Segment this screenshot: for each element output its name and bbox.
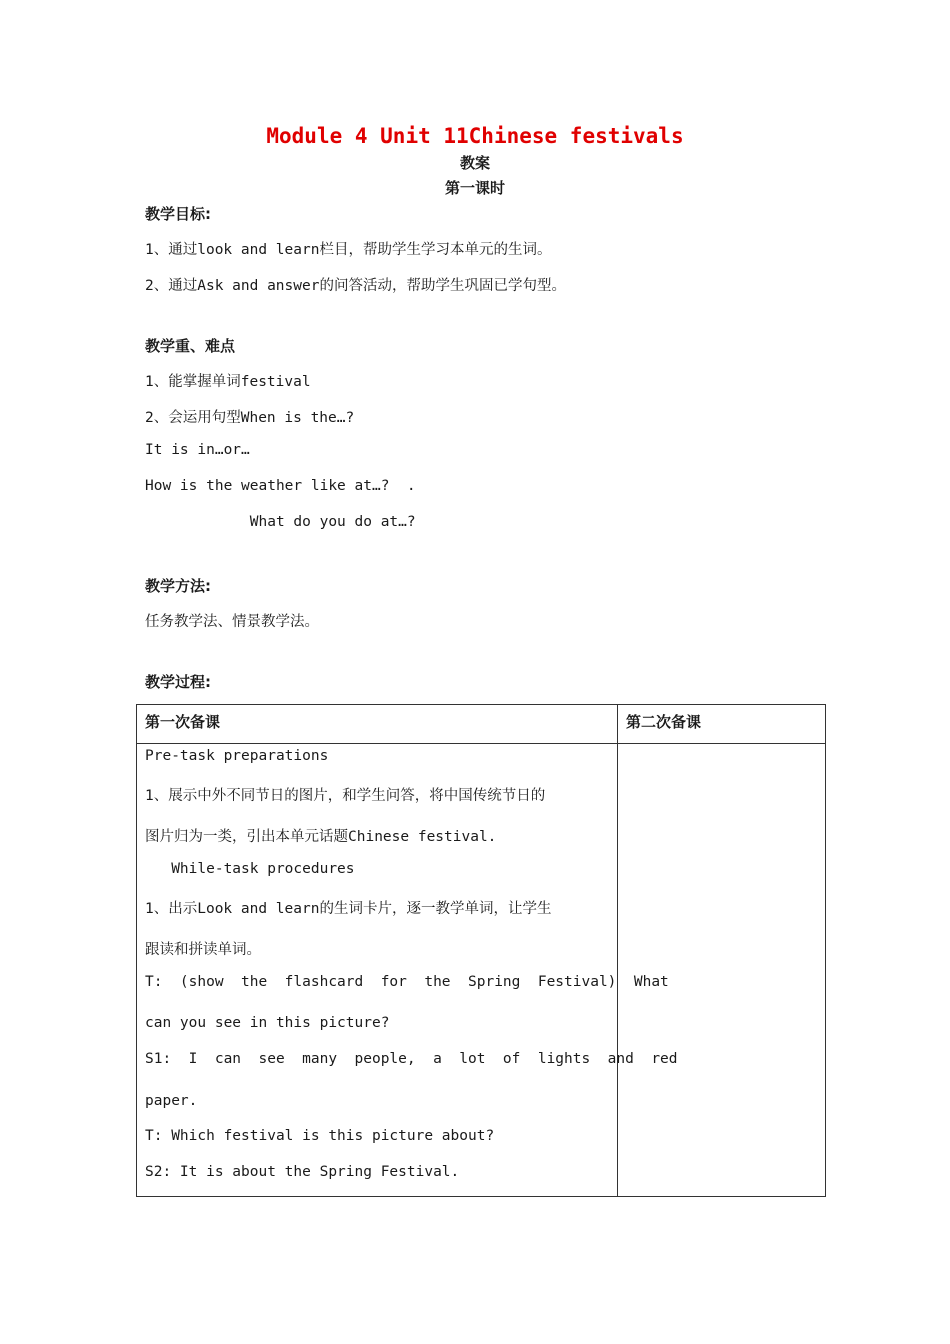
- objective-item: 1、通过look and learn栏目，帮助学生学习本单元的生词。: [145, 242, 552, 258]
- first-prep-header: 第一次备课: [145, 713, 221, 731]
- keypoint-item: What do you do at…?: [145, 514, 416, 530]
- subtitle-lesson-plan: 教案: [459, 154, 490, 172]
- process-line: Pre-task preparations: [145, 748, 329, 764]
- process-line: T: (show the flashcard for the Spring Festival) What: [145, 974, 669, 990]
- process-line: S1: I can see many people, a lot of lights and red: [145, 1051, 678, 1067]
- keypoint-item: How is the weather like at…? .: [145, 478, 416, 494]
- process-line: 1、展示中外不同节日的图片，和学生问答，将中国传统节日的: [145, 788, 546, 804]
- second-prep-cell: [618, 744, 826, 1197]
- process-line: While-task procedures: [145, 861, 355, 877]
- table-row: [137, 744, 826, 1197]
- methods-text: 任务教学法、情景教学法。: [145, 614, 319, 630]
- objective-item: 2、通过Ask and answer的问答活动，帮助学生巩固已学句型。: [145, 278, 566, 294]
- keypoint-item: It is in…or…: [145, 442, 250, 458]
- keypoint-item: 2、会运用句型When is the…?: [145, 410, 355, 426]
- process-line: S2: It is about the Spring Festival.: [145, 1164, 460, 1180]
- process-line: can you see in this picture?: [145, 1015, 390, 1031]
- table-header-cell: [618, 705, 826, 744]
- objectives-heading: 教学目标:: [145, 205, 211, 223]
- lesson-process-table: [136, 704, 826, 1197]
- keypoints-heading: 教学重、难点: [145, 337, 236, 355]
- keypoint-item: 1、能掌握单词festival: [145, 374, 311, 390]
- table-header-cell: [137, 705, 618, 744]
- subtitle-first-period: 第一课时: [444, 179, 505, 197]
- process-line: 图片归为一类，引出本单元话题Chinese festival.: [145, 829, 497, 845]
- process-line: 1、出示Look and learn的生词卡片，逐一教学单词，让学生: [145, 901, 552, 917]
- process-line: paper.: [145, 1093, 198, 1109]
- first-prep-cell: [137, 744, 678, 1197]
- table-header-row: [137, 705, 826, 744]
- methods-heading: 教学方法:: [145, 577, 211, 595]
- second-prep-header: 第二次备课: [626, 713, 702, 731]
- process-line: T: Which festival is this picture about?: [145, 1128, 495, 1144]
- process-heading: 教学过程:: [145, 673, 211, 691]
- process-line: 跟读和拼读单词。: [145, 942, 261, 958]
- document-title: Module 4 Unit 11Chinese festivals: [266, 124, 684, 148]
